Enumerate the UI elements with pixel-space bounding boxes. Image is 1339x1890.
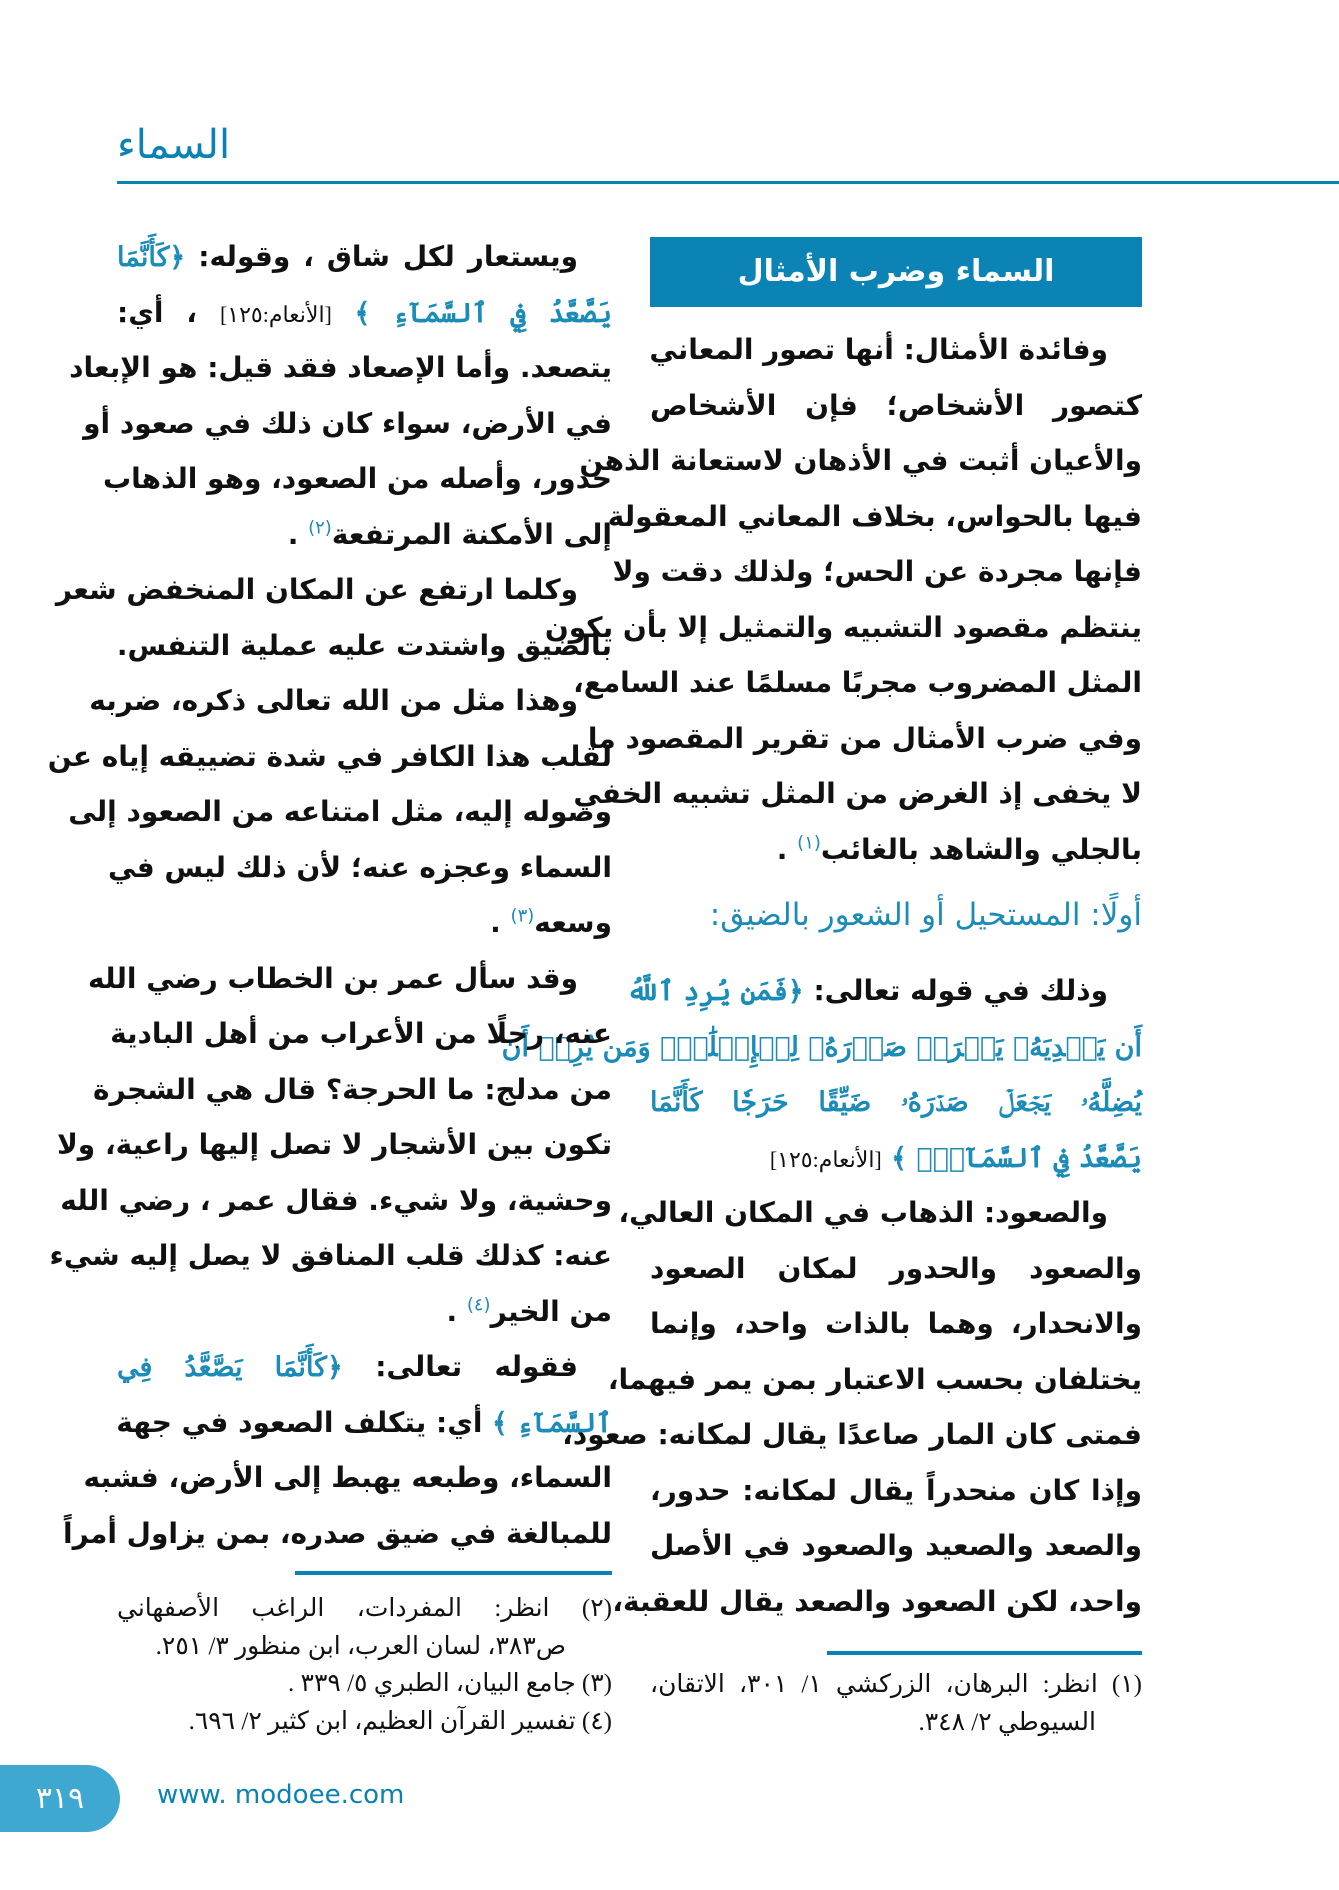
text-segment: بالضيق واشتدت عليه عملية التنفس. bbox=[116, 628, 612, 662]
footnote-line: (١) انظر: البرهان، الزركشي ١/ ٣٠١، الاتقان، bbox=[650, 1671, 1142, 1698]
text-segment: كتصور الأشخاص؛ فإن الأشخاص bbox=[650, 388, 1142, 422]
right-paragraph-3 bbox=[562, 1185, 1142, 1629]
text-segment: في الأرض، سواء كان ذلك في صعود أو bbox=[83, 406, 612, 440]
page-number-badge: ٣١٩ bbox=[0, 1765, 120, 1832]
text-line bbox=[117, 1395, 612, 1451]
text-line bbox=[579, 433, 1142, 489]
text-line bbox=[60, 1173, 612, 1229]
text-line bbox=[562, 1407, 1142, 1463]
text-segment: وكلما ارتفع عن المكان المنخفض شعر bbox=[55, 573, 578, 606]
text-line bbox=[49, 1228, 612, 1284]
text-line bbox=[56, 1117, 612, 1173]
text-segment: والصعد والصعيد والصعود في الأصل bbox=[650, 1529, 1142, 1562]
text-line bbox=[117, 1339, 612, 1395]
text-segment: أي: يتكلف الصعود في جهة bbox=[116, 1405, 483, 1439]
footnote-divider bbox=[295, 1571, 612, 1575]
quran-verse: يُضِلَّهُۥ يَجۡعَلۡ صَدۡرَهُۥ ضَيِّقًا حَرَجٗا كَأَنَّمَا bbox=[650, 1087, 1142, 1118]
footnote-marker: (٤) bbox=[466, 1294, 491, 1316]
text-segment: المثل المضروب مجربًا مسلمًا عند السامع، bbox=[573, 666, 1142, 699]
text-segment: فقوله تعالى: bbox=[342, 1350, 578, 1383]
text-line bbox=[117, 895, 612, 951]
footnote-line: ص٣٨٣، لسان العرب، ابن منظور ٣/ ٢٥١. bbox=[155, 1632, 566, 1660]
left-column-text bbox=[47, 229, 613, 1561]
text-segment: والصعود والحدور لمكان الصعود bbox=[650, 1251, 1142, 1285]
text-line bbox=[544, 600, 1142, 656]
text-line bbox=[607, 1352, 1142, 1408]
section-title: السماء وضرب الأمثال bbox=[650, 237, 1142, 307]
text-segment: يختلفان بحسب الاعتبار بمن يمر فيهما، bbox=[607, 1362, 1142, 1396]
text-line bbox=[612, 544, 1142, 600]
footnote-marker: (٣) bbox=[510, 905, 535, 927]
text-line bbox=[618, 1185, 1142, 1241]
footnote-line: (٣) جامع البيان، الطبري ٥/ ٣٣٩ . bbox=[288, 1670, 612, 1697]
text-segment: إلى الأمكنة المرتفعة bbox=[331, 517, 612, 551]
footnote-divider bbox=[827, 1651, 1142, 1655]
text-line bbox=[110, 1006, 612, 1062]
text-segment: وفائدة الأمثال: أنها تصور المعاني bbox=[649, 333, 1108, 366]
footnote-marker: (٢) bbox=[308, 517, 332, 539]
quran-verse: يَصَّعَّدُ فِي ٱلسَّمَآءِۚ ﴾ bbox=[881, 1142, 1142, 1174]
text-segment: والانحدار، وهما بالذات واحد، وإنما bbox=[650, 1307, 1142, 1340]
footnote-line: (٤) تفسير القرآن العظيم، ابن كثير ٢/ ٦٩٦. bbox=[188, 1707, 612, 1735]
quran-verse: أَن يَهۡدِيَهُۥ يَشۡرَحۡ صَدۡرَهُۥ لِلۡإِسۡلَٰمِۖ وَمَن يُرِدۡ أَن bbox=[501, 1031, 1142, 1063]
text-line bbox=[117, 507, 612, 563]
text-line bbox=[117, 285, 612, 341]
text-segment: لقلب هذا الكافر في شدة تضييقه إياه عن bbox=[47, 739, 612, 773]
text-segment: من مدلج: ما الحرجة؟ قال هي الشجرة bbox=[93, 1072, 612, 1106]
text-line bbox=[117, 618, 612, 674]
text-line bbox=[650, 1463, 1142, 1519]
text-segment: . bbox=[776, 832, 798, 866]
text-line bbox=[62, 1506, 612, 1562]
text-segment: وهذا مثل من الله تعالى ذكره، ضربه bbox=[89, 684, 578, 717]
text-segment: حدور، وأصله من الصعود، وهو الذهاب bbox=[102, 462, 612, 495]
right-footnotes bbox=[650, 1666, 1142, 1742]
text-segment: عنه: كذلك قلب المنافق لا يصل إليه شيء bbox=[49, 1239, 612, 1272]
text-line bbox=[69, 340, 612, 396]
text-line bbox=[626, 963, 1142, 1019]
footnote-marker: (١) bbox=[797, 832, 821, 854]
text-segment: والأعيان أثبت في الأذهان لاستعانة الذهن bbox=[579, 444, 1142, 477]
running-title: السماء bbox=[117, 122, 231, 168]
website-url[interactable]: www. modoee.com bbox=[157, 1780, 405, 1810]
text-segment: ، أي: bbox=[117, 295, 220, 329]
text-line bbox=[47, 729, 612, 785]
text-line bbox=[117, 229, 612, 285]
text-segment: وحشية، ولا شيء. فقال عمر ، رضي الله bbox=[60, 1183, 612, 1217]
text-segment: فيها بالحواس، بخلاف المعاني المعقولة bbox=[607, 499, 1142, 533]
text-line bbox=[650, 1241, 1142, 1297]
text-segment: لا يخفى إذ الغرض من المثل تشبيه الخفي bbox=[573, 777, 1142, 810]
text-line bbox=[573, 766, 1142, 822]
text-line bbox=[501, 1019, 1142, 1075]
text-line bbox=[108, 840, 612, 896]
text-segment: . bbox=[287, 517, 309, 551]
footnote-line: السيوطي ٢/ ٣٤٨. bbox=[918, 1709, 1096, 1736]
text-segment: السماء، وطبعه يهبط إلى الأرض، فشبه bbox=[83, 1461, 612, 1494]
footnote-line: (٢) انظر: المفردات، الراغب الأصفهاني bbox=[117, 1595, 612, 1622]
text-line bbox=[83, 396, 612, 452]
right-paragraph-1 bbox=[544, 322, 1142, 877]
text-line bbox=[607, 489, 1142, 545]
text-segment: وفي ضرب الأمثال من تقرير المقصود ما bbox=[587, 721, 1142, 755]
text-line bbox=[612, 1574, 1142, 1630]
quran-verse: ٱلسَّمَآءِ ﴾ bbox=[482, 1407, 612, 1439]
text-segment: واحد، لكن الصعود والصعد يقال للعقبة، bbox=[612, 1584, 1142, 1618]
text-line bbox=[68, 784, 612, 840]
text-segment: ينتظم مقصود التشبيه والتمثيل إلا بأن يكون bbox=[544, 610, 1142, 644]
text-segment: تكون بين الأشجار لا تصل إليها راعية، ولا bbox=[56, 1128, 612, 1161]
text-line bbox=[93, 1062, 612, 1118]
text-line bbox=[650, 822, 1142, 878]
text-line bbox=[573, 655, 1142, 711]
header-divider bbox=[117, 181, 1339, 184]
text-line bbox=[55, 562, 612, 618]
text-segment: وإذا كان منحدراً يقال لمكانه: حدور، bbox=[650, 1473, 1142, 1507]
subheading: أولًا: المستحيل أو الشعور بالضيق: bbox=[709, 897, 1142, 933]
text-segment: . bbox=[446, 1294, 467, 1328]
text-line bbox=[650, 1130, 1142, 1186]
text-segment: ويستعار لكل شاق ، وقوله: bbox=[185, 240, 578, 273]
quran-verse: يَصَّعَّدُ فِي ٱلسَّمَآءِ ﴾ bbox=[331, 297, 613, 329]
text-segment: . bbox=[490, 906, 511, 939]
text-segment: السماء وعجزه عنه؛ لأن ذلك ليس في bbox=[108, 850, 612, 884]
quran-verse: ﴿كَأَنَّمَا bbox=[117, 242, 186, 273]
text-segment: وصوله إليه، مثل امتناعه من الصعود إلى bbox=[68, 795, 612, 828]
text-segment: للمبالغة في ضيق صدره، بمن يزاول أمراً bbox=[62, 1516, 612, 1550]
left-footnotes bbox=[117, 1590, 612, 1740]
text-segment: عنه، رجلًا من الأعراب من أهل البادية bbox=[110, 1017, 612, 1050]
text-line bbox=[83, 1450, 612, 1506]
text-line bbox=[89, 673, 612, 729]
verse-reference: [الأنعام:١٢٥] bbox=[219, 301, 332, 327]
text-segment: فإنها مجردة عن الحس؛ ولذلك دقت ولا bbox=[612, 555, 1142, 588]
text-segment: من الخير bbox=[490, 1294, 612, 1328]
text-line bbox=[87, 951, 612, 1007]
text-segment: بالجلي والشاهد بالغائب bbox=[820, 832, 1142, 866]
text-line bbox=[650, 1074, 1142, 1130]
text-segment: فمتى كان المار صاعدًا يقال لمكانه: صعود، bbox=[562, 1418, 1142, 1451]
text-line bbox=[117, 1284, 612, 1340]
text-segment: وذلك في قوله تعالى: bbox=[803, 974, 1108, 1007]
text-line bbox=[102, 451, 612, 507]
quran-verse: ﴿كَأَنَّمَا يَصَّعَّدُ فِي bbox=[117, 1352, 343, 1383]
text-line bbox=[587, 711, 1142, 767]
text-segment: يتصعد. وأما الإصعاد فقد قيل: هو الإبعاد bbox=[69, 351, 612, 384]
text-line bbox=[650, 1296, 1142, 1352]
text-line bbox=[650, 1518, 1142, 1574]
right-paragraph-2 bbox=[501, 963, 1142, 1185]
text-line bbox=[650, 378, 1142, 434]
verse-reference: [الأنعام:١٢٥] bbox=[769, 1146, 882, 1172]
text-segment: وسعه bbox=[534, 906, 612, 939]
text-line bbox=[650, 322, 1142, 378]
text-segment: والصعود: الذهاب في المكان العالي، bbox=[618, 1196, 1108, 1229]
quran-verse: ﴿فَمَن يُرِدِ ٱللَّهُ bbox=[626, 976, 804, 1007]
text-segment: وقد سأل عمر بن الخطاب رضي الله bbox=[87, 961, 578, 995]
